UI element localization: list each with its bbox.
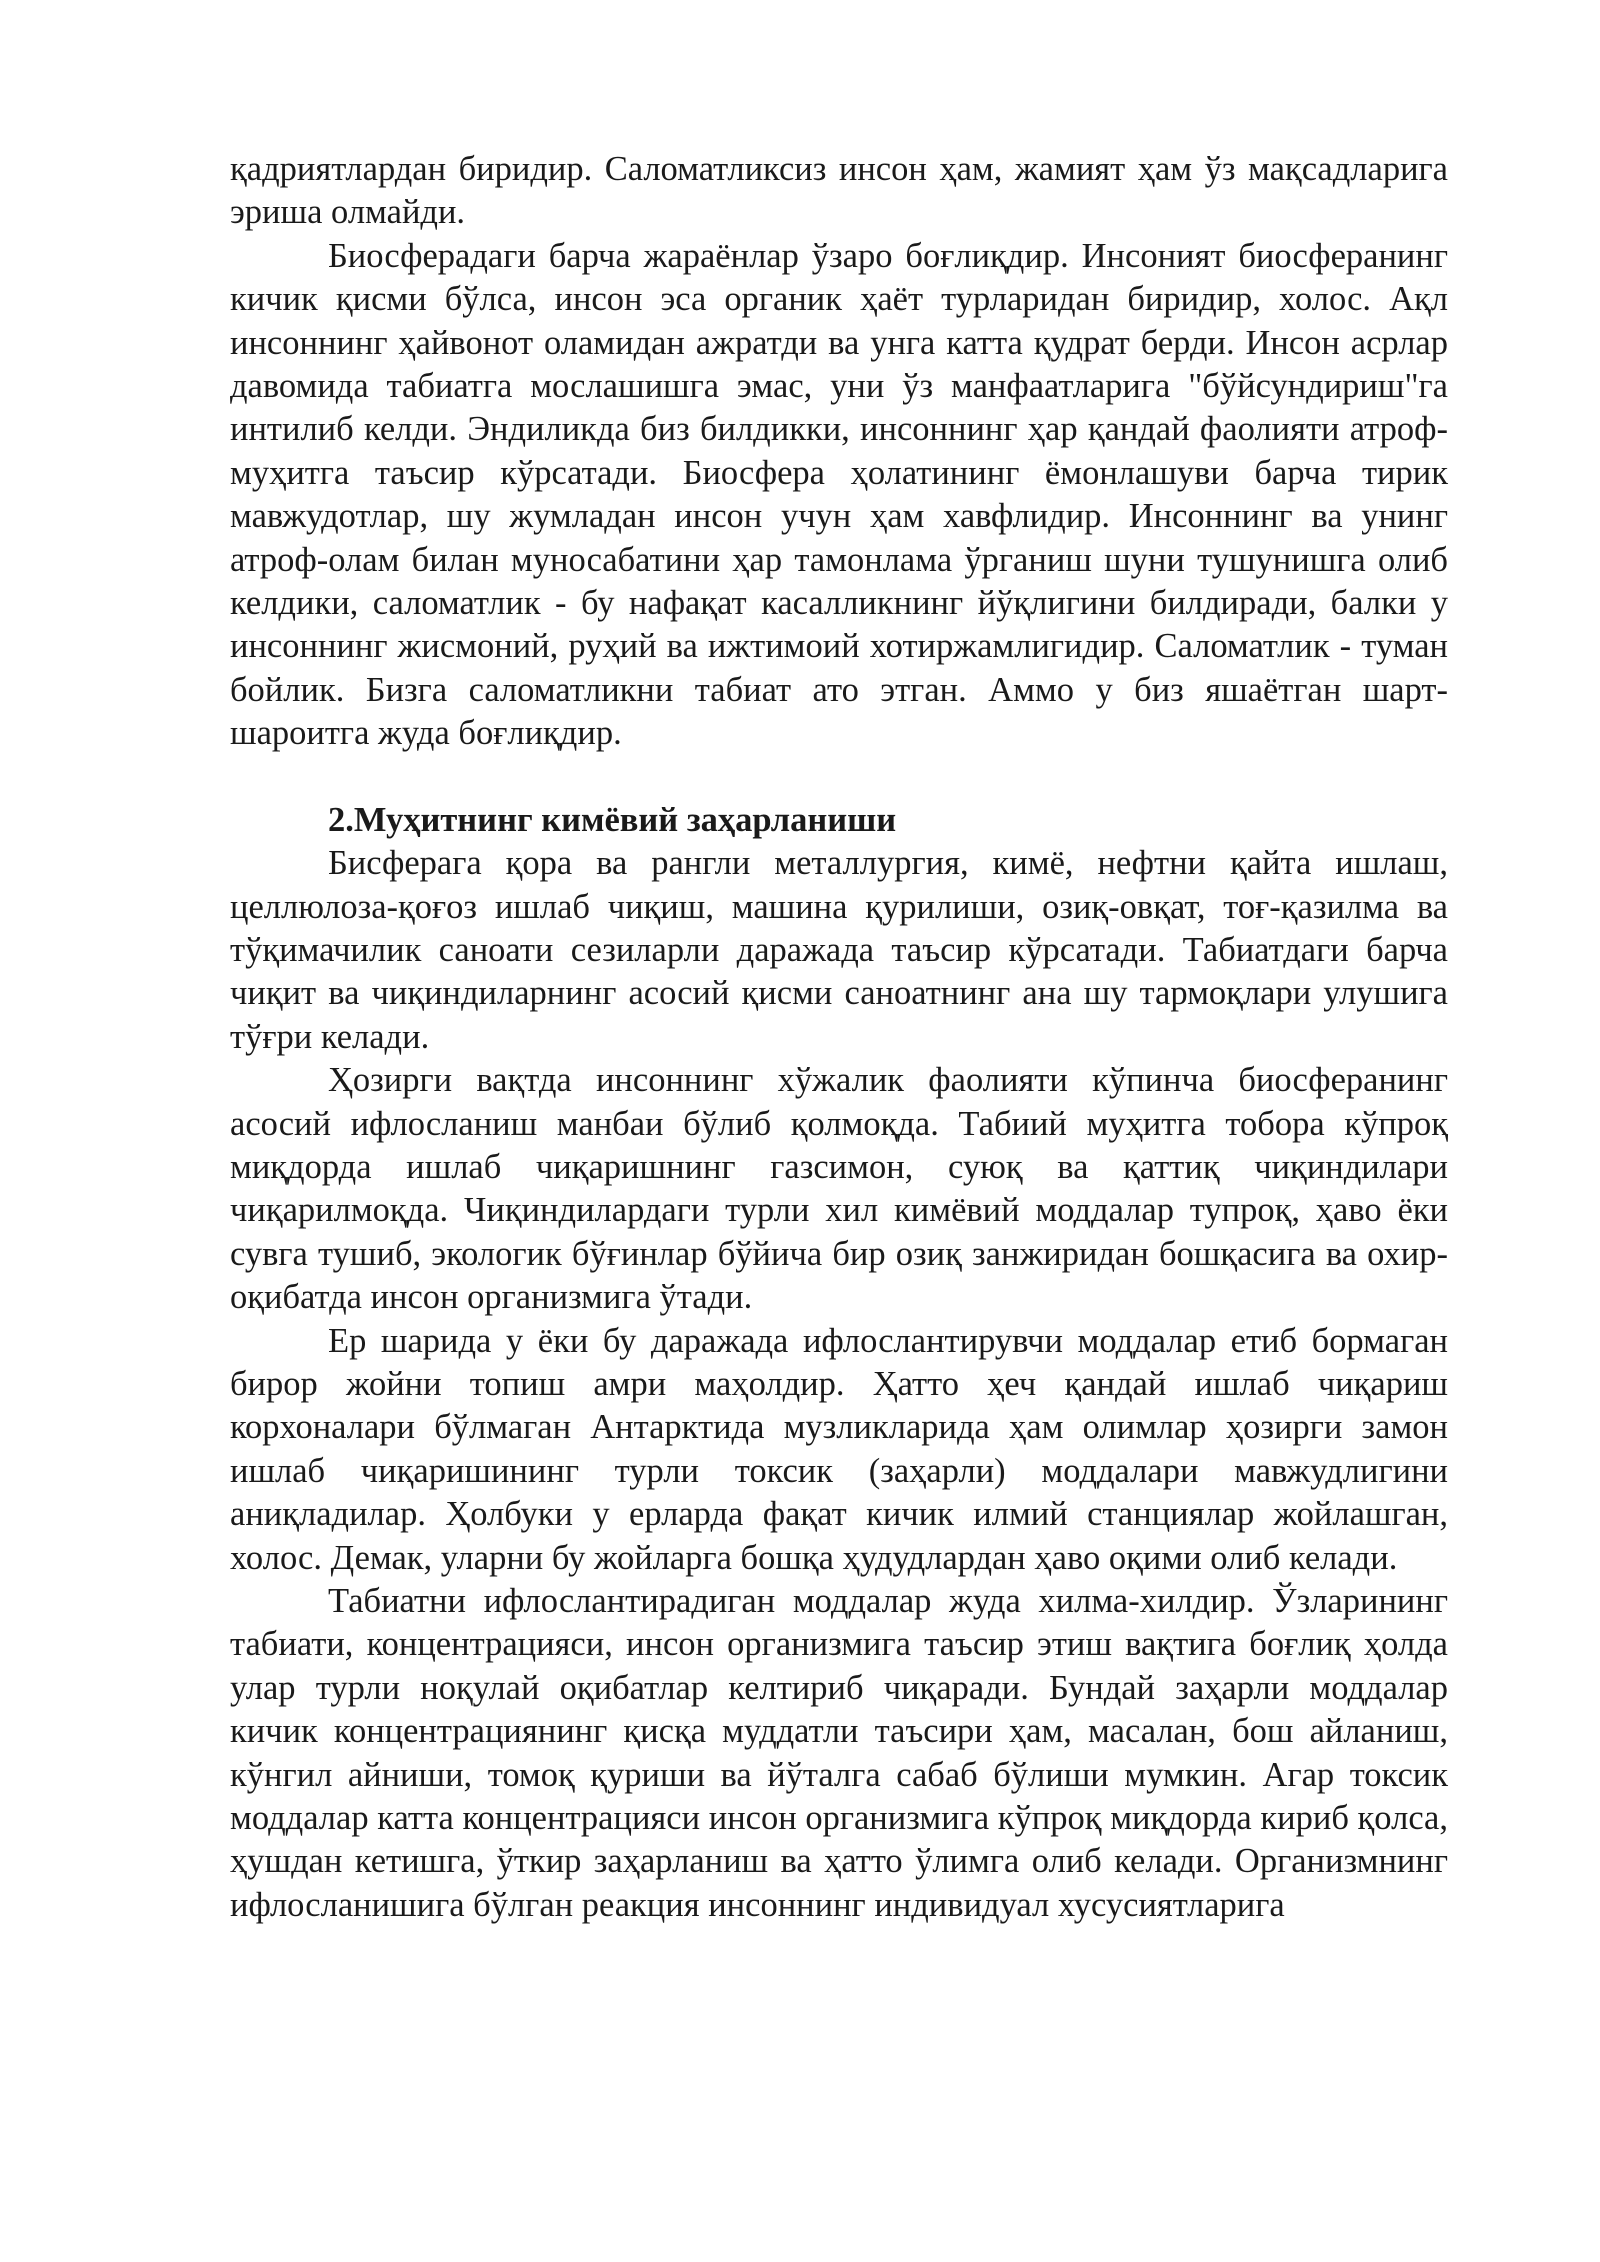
paragraph-toxic-substances: Табиатни ифлослантирадиган моддалар жуда хилма-хилдир. Ўзларининг табиати, концентрацияси, инсон организмига таъсир этиш вақтига боғлиқ ҳолда улар турли ноқулай оқибатлар келтириб чиқаради. Бундай заҳарли моддалар кичик концентрациянинг қисқа муддатли таъсири ҳам, масалан, бош айланиш, кўнгил айниши, томоқ қуриши ва йўталга сабаб бўлиши мумкин. Агар токсик моддалар катта концентрацияси инсон организмига кўпроқ миқдорда кириб қолса, ҳушдан кетишга, ўткир заҳарланиш ва ҳатто ўлимга олиб келади. Организмнинг ифлосланишига бўлган реакция инсоннинг индивидуал хусусиятларига — [230, 1582, 1448, 1924]
document-page — [230, 148, 1448, 1927]
paragraph-industry: Бисферага қора ва рангли металлургия, кимё, нефтни қайта ишлаш, целлюлоза-қоғоз ишлаб чиқиш, машина қурилиши, озиқ-овқат, тоғ-қазилма ва тўқимачилик саноати сезиларли даражада таъсир кўрсатади. Табиатдаги барча чиқит ва чиқиндиларнинг асосий қисми саноатнинг ана шу тармоқлари улушига тўғри келади. — [230, 844, 1448, 1056]
paragraph-continued: қадриятлардан биридир. Саломатликсиз инсон ҳам, жамият ҳам ўз мақсадларига эриша олмайди. — [230, 150, 1448, 232]
paragraph-antarctica: Ер шарида у ёки бу даражада ифлослантирувчи моддалар етиб бормаган бирор жойни топиш амри маҳолдир. Ҳатто ҳеч қандай ишлаб чиқариш корхоналари бўлмаган Антарктида музликларида ҳам олимлар ҳозирги замон ишлаб чиқаришининг турли токсик (заҳарли) моддалари мавжудлигини аниқладилар. Ҳолбуки у ерларда фақат кичик илмий станциялар жойлашган, холос. Демак, уларни бу жойларга бошқа ҳудудлардан ҳаво оқими олиб келади. — [230, 1321, 1448, 1577]
section-heading: 2.Муҳитнинг кимёвий заҳарланиши — [328, 800, 897, 839]
paragraph-biosphere: Биосферадаги барча жараёнлар ўзаро боғлиқдир. Инсоният биосферанинг кичик қисми бўлса, инсон эса органик ҳаёт турларидан биридир, холос. Ақл инсоннинг ҳайвонот оламидан ажратди ва унга катта қудрат берди. Инсон асрлар давомида табиатга мослашишга эмас, уни ўз манфаатларига "бўйсундириш"га интилиб келди. Эндиликда биз билдикки, инсоннинг ҳар қандай фаолияти атроф-муҳитга таъсир кўрсатади. Биосфера ҳолатининг ёмонлашуви барча тирик мавжудотлар, шу жумладан инсон учун ҳам хавфлидир. Инсоннинг ва унинг атроф-олам билан муносабатини ҳар тамонлама ўрганиш шуни тушунишга олиб келдики, саломатлик - бу нафақат касалликнинг йўқлигини билдиради, балки у инсоннинг жисмоний, руҳий ва ижтимоий хотиржамлигидир. Саломатлик - туман бойлик. Бизга саломатликни табиат ато этган. Аммо у биз яшаётган шарт-шароитга жуда боғлиқдир. — [230, 236, 1448, 753]
paragraph-pollution-source: Ҳозирги вақтда инсоннинг хўжалик фаолияти кўпинча биосферанинг асосий ифлосланиш манбаи бўлиб қолмоқда. Табиий муҳитга тобора кўпроқ миқдорда ишлаб чиқаришнинг газсимон, суюқ ва қаттиқ чиқиндилари чиқарилмоқда. Чиқиндилардаги турли хил кимёвий моддалар тупроқ, ҳаво ёки сувга тушиб, экологик бўғинлар бўйича бир озиқ занжиридан бошқасига ва охир-оқибатда инсон организмига ўтади. — [230, 1061, 1448, 1317]
